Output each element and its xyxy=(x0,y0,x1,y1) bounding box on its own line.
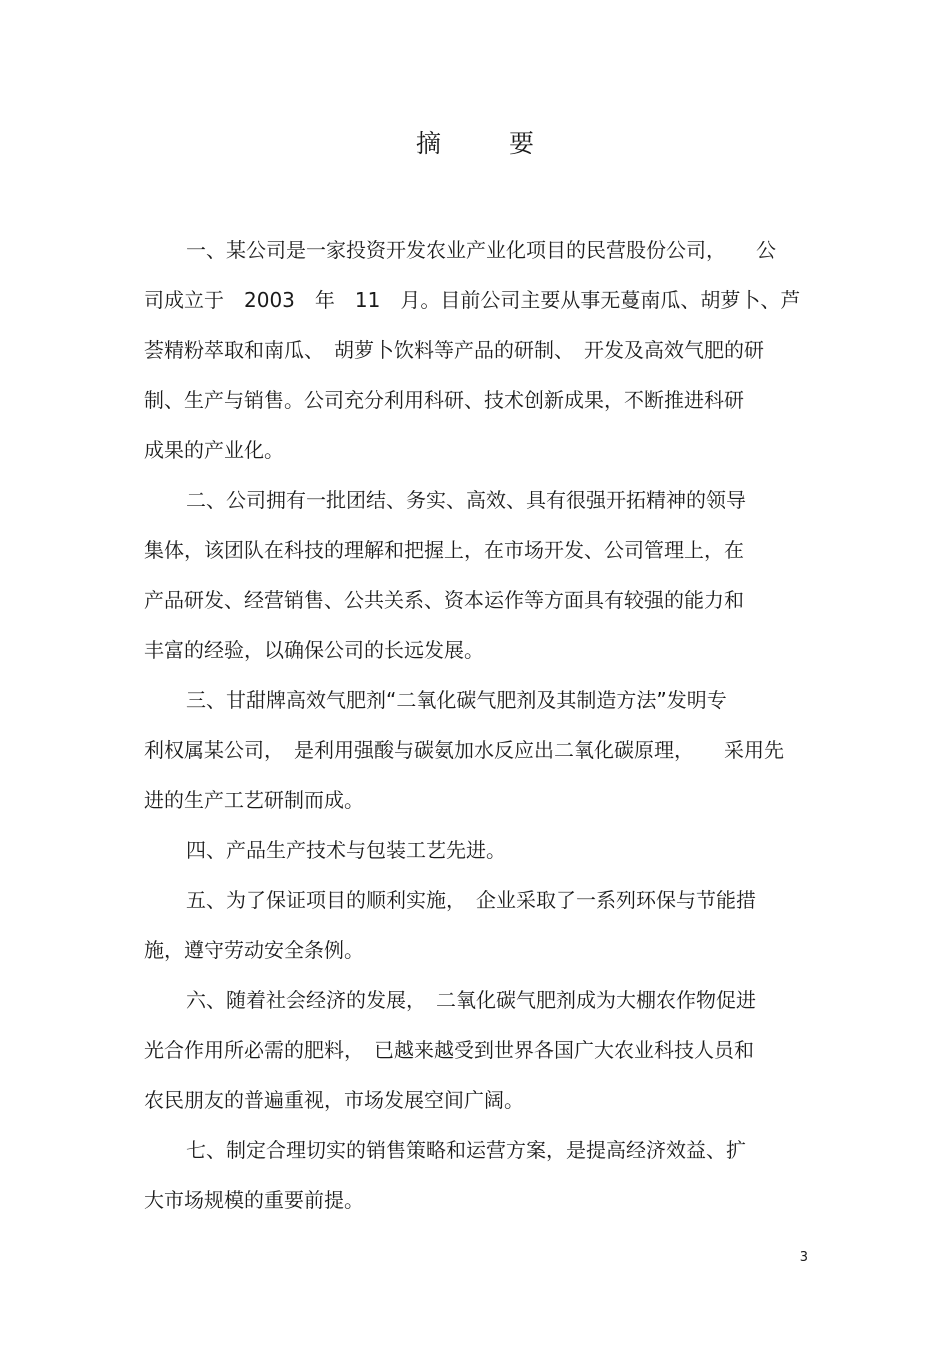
page-number: 3 xyxy=(799,1250,808,1265)
text-line: 成果的产业化。 xyxy=(144,438,284,462)
text-line: 三、甘甜牌高效气肥剂“二氧化碳气肥剂及其制造方法”发明专 xyxy=(186,688,727,712)
text-line: 进的生产工艺研制而成。 xyxy=(144,788,364,812)
text-line: 荟精粉萃取和南瓜、 胡萝卜饮料等产品的研制、 开发及高效气肥的研 xyxy=(144,338,764,362)
text-line: 制、生产与销售。公司充分利用科研、技术创新成果，不断推进科研 xyxy=(144,388,744,412)
text-line: 集体，该团队在科技的理解和把握上，在市场开发、公司管理上，在 xyxy=(144,538,744,562)
text-line: 司成立于 2003 年 11 月。目前公司主要从事无蔓南瓜、胡萝卜、芦 xyxy=(144,288,801,312)
paragraph-2 xyxy=(144,475,810,675)
paragraph-6 xyxy=(144,975,810,1125)
paragraph-3 xyxy=(144,675,810,825)
abstract-body xyxy=(144,225,810,1225)
paragraph-1 xyxy=(144,225,810,475)
text-line: 光合作用所必需的肥料， 已越来越受到世界各国广大农业科技人员和 xyxy=(144,1038,754,1062)
text-line: 产品研发、经营销售、公共关系、资本运作等方面具有较强的能力和 xyxy=(144,588,744,612)
paragraph-4 xyxy=(144,825,810,875)
paragraph-5 xyxy=(144,875,810,975)
text-line: 农民朋友的普遍重视，市场发展空间广阔。 xyxy=(144,1088,524,1112)
text-line: 施，遵守劳动安全条例。 xyxy=(144,938,364,962)
paragraph-7 xyxy=(144,1125,810,1225)
text-line: 五、为了保证项目的顺利实施， 企业采取了一系列环保与节能措 xyxy=(186,888,756,912)
page-title: 摘 要 xyxy=(416,129,564,158)
text-line: 大市场规模的重要前提。 xyxy=(144,1188,364,1212)
text-line: 二、公司拥有一批团结、务实、高效、具有很强开拓精神的领导 xyxy=(186,488,746,512)
text-line: 丰富的经验，以确保公司的长远发展。 xyxy=(144,638,484,662)
text-line: 七、制定合理切实的销售策略和运营方案，是提高经济效益、扩 xyxy=(186,1138,746,1162)
text-line: 六、随着社会经济的发展， 二氧化碳气肥剂成为大棚农作物促进 xyxy=(186,988,756,1012)
text-line: 一、某公司是一家投资开发农业产业化项目的民营股份公司， 公 xyxy=(186,238,776,262)
text-line: 四、产品生产技术与包装工艺先进。 xyxy=(186,838,506,862)
text-line: 利权属某公司， 是利用强酸与碳氨加水反应出二氧化碳原理， 采用先 xyxy=(144,738,784,762)
